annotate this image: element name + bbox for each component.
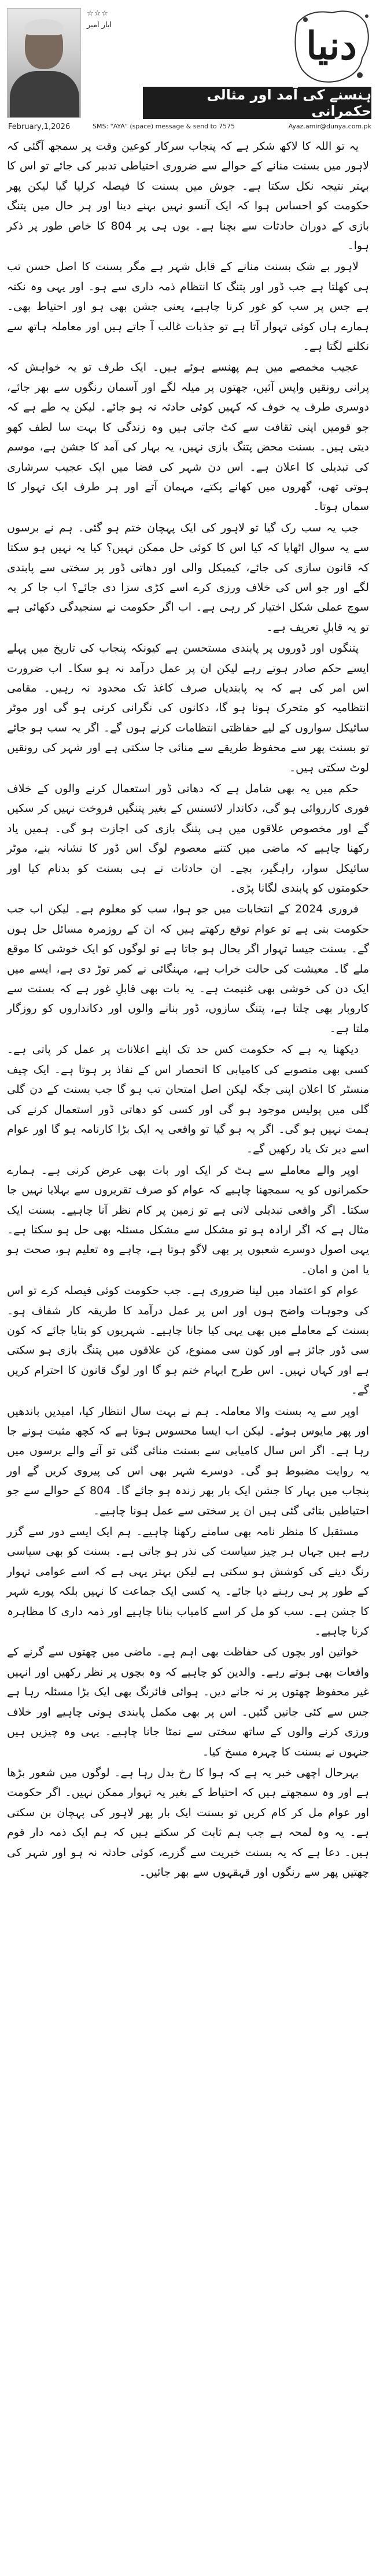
- article-paragraph: عجیب مخمصے میں ہم پھنسے ہوئے ہیں۔ ایک طرف تو یہ خواہش کہ پرانی رونقیں واپس آئیں، چھتوں پر میلہ لگے اور آسمان رنگوں سے بھر جائے، دوسری طرف یہ خوف کہ کہیں کوئی حادثہ نہ ہو جائے۔ لیکن یہ طے ہے کہ جو قومیں اپنی ثقافت سے کٹ جاتی ہیں وہ زندگی کا بہت سا لطف کھو دیتی ہیں۔ بسنت محض پتنگ بازی نہیں، یہ بہار کی آمد کا جشن ہے، موسم کی تبدیلی کا اعلان ہے۔ اس دن شہر کی فضا میں ایک عجیب سرشاری ہوتی تھی، گھروں میں کھانے پکتے، مہمان آتے اور ہر طرف ایک تہوار کا سماں ہوتا۔: [7, 361, 369, 513]
- article-paragraph: اوپر والے معاملے سے ہٹ کر ایک اور بات بھی عرض کرنی ہے۔ ہمارے حکمرانوں کو یہ سمجھنا چاہیے کہ عوام کو صرف تقریروں سے بہلایا نہیں جا سکتا۔ اگر واقعی تبدیلی لانی ہے تو زمین پر کام نظر آنا چاہیے۔ بسنت ایک مثال ہے کہ اگر ارادہ ہو تو مشکل سے مشکل مسئلہ بھی حل ہو سکتا ہے۔ یہی اصول دوسرے شعبوں پر بھی لاگو ہوتا ہے، چاہے وہ تعلیم ہو، صحت ہو یا امن و امان۔: [7, 1163, 369, 1276]
- article-paragraph: اوپر سے یہ بسنت والا معاملہ۔ ہم نے بہت سال انتظار کیا، امیدیں باندھیں اور پھر مایوس ہوئے۔ لیکن اب ایسا محسوس ہوتا ہے کہ کچھ مثبت ہونے جا رہا ہے۔ اگر اس سال کامیابی سے بسنت منائی گئی تو آنے والے برسوں میں یہ روایت مضبوط ہو گی۔ دوسرے شہر بھی اس کی پیروی کریں گے اور پنجاب میں بہار کا جشن ایک بار پھر زندہ ہو جائے گا۔ 804 کے حوالے سے جو احتیاطیں بتائی گئی ہیں ان پر سختی سے عمل ہونا چاہیے۔: [7, 1405, 369, 1517]
- logo-ink-splash: [292, 6, 371, 87]
- rating-stars: ☆☆☆: [87, 9, 109, 18]
- article-body: [7, 136, 369, 1883]
- article-paragraph: دیکھنا یہ ہے کہ حکومت کس حد تک اپنے اعلانات پر عمل کر پاتی ہے۔ کسی بھی منصوبے کی کامیابی کا انحصار اس کے نفاذ پر ہوتا ہے۔ ایک چیف منسٹر کا اعلان اپنی جگہ لیکن اصل امتحان تب ہو گا جب بسنت کے دن گلی گلی میں پولیس موجود ہو گی اور کسی کو دھاتی ڈور استعمال کرنے کی ہمت نہیں ہو گی۔ اگر یہ ہو گیا تو واقعی یہ ایک بڑا کارنامہ ہو گا اور عوام اسے دیر تک یاد رکھیں گے۔: [7, 1043, 369, 1156]
- article-paragraph: حکم میں یہ بھی شامل ہے کہ دھاتی ڈور استعمال کرنے والوں کے خلاف فوری کارروائی ہو گی، دکاندار لائسنس کے بغیر پتنگیں فروخت نہیں کر سکیں گے اور مخصوص علاقوں میں ہی پتنگ بازی کی اجازت ہو گی۔ ہمیں یاد رکھنا چاہیے کہ ماضی میں کتنے معصوم لوگ اس ڈور کا نشانہ بنے، موٹر سائیکل سوار، راہگیر، بچے۔ ان حادثات نے ہی بسنت کو بدنام کیا اور حکومتوں کو پابندی لگانا پڑی۔: [7, 782, 369, 895]
- publish-date: February,1,2026: [8, 123, 71, 131]
- dunya-logo: [292, 6, 371, 87]
- article-paragraph: عوام کو اعتماد میں لینا ضروری ہے۔ جب حکومت کوئی فیصلہ کرے تو اس کی وجوہات واضح ہوں اور اس پر عمل درآمد کا طریقہ کار شفاف ہو۔ بسنت کے معاملے میں بھی یہی کیا جانا چاہیے۔ شہریوں کو بتایا جائے کہ کون سی ڈور جائز ہے اور کون سی ممنوع، کن علاقوں میں پتنگ بازی ہو سکتی ہے اور کہاں نہیں۔ اس طرح ابہام ختم ہو گا اور لوگ قانون کا احترام کریں گے۔: [7, 1284, 370, 1397]
- article-paragraph: یہ تو اللہ کا لاکھ شکر ہے کہ پنجاب سرکار کوعین وقت پر سمجھ آگئی کہ لاہور میں بسنت منانے کے حوالے سے ضروری احتیاطی تدبیر کی جائے تو اس کا بہتر نتیجہ نکل سکتا ہے۔ جوش میں بسنت کا فیصلہ کرلیا گیا لیکن پھر حکومت کو احساس ہوا کہ ایک آنسو نہیں بہنے دینا اور ہر حال میں پتنگ بازی کے دوران حادثات سے بچنا ہے۔ یوں ہی پر 804 کا خاص طور پر ذکر ہوا۔: [7, 140, 369, 253]
- logo-text: دنیا: [306, 23, 357, 68]
- column-title-banner: [143, 87, 371, 119]
- author-photo: [7, 8, 81, 118]
- article-paragraph: خواتین اور بچوں کی حفاظت بھی اہم ہے۔ ماضی میں چھتوں سے گرنے کے واقعات بھی ہوتے رہے۔ والدین کو چاہیے کہ وہ بچوں پر نظر رکھیں اور انہیں غیر محفوظ چھتوں پر نہ جانے دیں۔ ہوائی فائرنگ بھی ایک بڑا مسئلہ رہا ہے جس سے کئی جانیں گئیں۔ اس پر بھی مکمل پابندی ہونی چاہیے اور خلاف ورزی کرنے والوں کے ساتھ سختی سے نمٹا جانا چاہیے۔ یہی وہ چیزیں ہیں جنہوں نے بسنت کا چہرہ مسخ کیا۔: [7, 1646, 369, 1758]
- author-email: Ayaz.amir@dunya.com.pk: [288, 123, 371, 130]
- article-paragraph: فروری 2024 کے انتخابات میں جو ہوا، سب کو معلوم ہے۔ لیکن اب جب حکومت بنی ہے تو عوام توقع رکھتے ہیں کہ ان کے روزمرہ مسائل حل ہوں گے۔ بسنت جیسا تہوار اگر بحال ہو جاتا ہے تو لوگوں کو ایک خوشی کا موقع ملے گا۔ معیشت کی حالت خراب ہے، مہنگائی نے کمر توڑ دی ہے، ایسے میں ایک دن کی خوشی بھی غنیمت ہے۔ یہ بات بھی قابلِ غور ہے کہ بسنت سے کاروبار بھی چلتا ہے، پتنگ سازوں، ڈور بنانے والوں اور دکانداروں کو روزگار ملتا ہے۔: [7, 903, 369, 1035]
- author-photo-hair: [25, 19, 63, 35]
- article-paragraph: بہرحال اچھی خبر یہ ہے کہ ہوا کا رخ بدل رہا ہے۔ لوگوں میں شعور بڑھا ہے اور وہ سمجھتے ہیں کہ احتیاط کے بغیر یہ تہوار ممکن نہیں۔ اگر حکومت اور عوام مل کر کام کریں تو بسنت ایک بار پھر لاہور کی پہچان بن سکتی ہے۔ یہ وہ لمحہ ہے جب ہم ثابت کر سکتے ہیں کہ ہم ایک ذمہ دار قوم ہیں۔ دعا ہے کہ یہ بسنت خیریت سے گزرے، کوئی حادثہ نہ ہو اور شہر کی چھتیں پھر سے رنگوں اور قہقہوں سے بھر جائیں۔: [7, 1766, 369, 1879]
- article-paragraph: پتنگوں اور ڈوروں پر پابندی مستحسن ہے کیونکہ پنجاب کی تاریخ میں پہلے ایسے حکم صادر ہوتے رہے لیکن ان پر عمل درآمد نہ ہو سکا۔ اب ضرورت اس امر کی ہے کہ یہ پابندیاں صرف کاغذ تک محدود نہ رہیں۔ مقامی انتظامیہ کو متحرک ہونا ہو گا، دکانوں کی نگرانی کرنی ہو گی اور موٹر سائیکل سواروں کے لیے حفاظتی انتظامات کرنے ہوں گے۔ اگر یہ سب ہو جائے تو بسنت پھر سے محفوظ طریقے سے منائی جا سکتی ہے اور شہر کی رونقیں لوٹ سکتی ہیں۔: [7, 642, 369, 774]
- sms-instructions: SMS: "AYA" (space) message & send to 7575: [93, 123, 235, 130]
- article-paragraph: جب یہ سب رک گیا تو لاہور کی ایک پہچان ختم ہو گئی۔ ہم نے برسوں سے یہ سوال اٹھایا کہ کیا اس کا کوئی حل ممکن نہیں؟ کیا یہ نہیں ہو سکتا کہ قانون سازی کی جائے، کیمیکل والی اور دھاتی ڈور پر سختی سے پابندی لگے اور جو اس کی خلاف ورزی کرے اسے کڑی سزا دی جائے؟ اب جا کر یہ سوچ عملی شکل اختیار کر رہی ہے۔ اب اگر حکومت نے سنجیدگی دکھائی ہے تو یہ قابلِ تعریف ہے۔: [7, 521, 369, 634]
- author-photo-body: [10, 71, 79, 118]
- masthead: [0, 0, 376, 133]
- author-byline: ایاز امیر: [87, 21, 112, 29]
- column-title: ہنسنے کی آمد اور مثالی حکمرانی: [207, 87, 371, 119]
- article-paragraph: مستقبل کا منظر نامہ بھی سامنے رکھنا چاہیے۔ ہم ایک ایسے دور سے گزر رہے ہیں جہاں ہر چیز سیاست کی نذر ہو جاتی ہے۔ بسنت کو بھی سیاسی رنگ دینے کی کوشش ہو سکتی ہے لیکن بہتر یہی ہے کہ اسے عوامی تہوار کے طور پر ہی رہنے دیا جائے۔ یہ کسی ایک جماعت کا نہیں بلکہ پورے شہر کا جشن ہے۔ سب کو مل کر اسے کامیاب بنانا چاہیے اور ذمہ داری کا مظاہرہ کرنا چاہیے۔: [7, 1525, 369, 1638]
- article-paragraph: لاہور بے شک بسنت منانے کے قابل شہر ہے مگر بسنت کا اصل حسن تب ہی کھلتا ہے جب ڈور اور پتنگ کا انتظام ذمہ داری سے ہو۔ اور یہی وہ نکتہ ہے جس پر سب کو غور کرنا چاہیے، یعنی جشن بھی ہو اور احتیاط بھی۔ ہمارے ہاں کوئی تہوار آتا ہے تو جذبات غالب آ جاتے ہیں اور معاملہ ہاتھ سے نکلنے لگتا ہے۔: [7, 260, 369, 353]
